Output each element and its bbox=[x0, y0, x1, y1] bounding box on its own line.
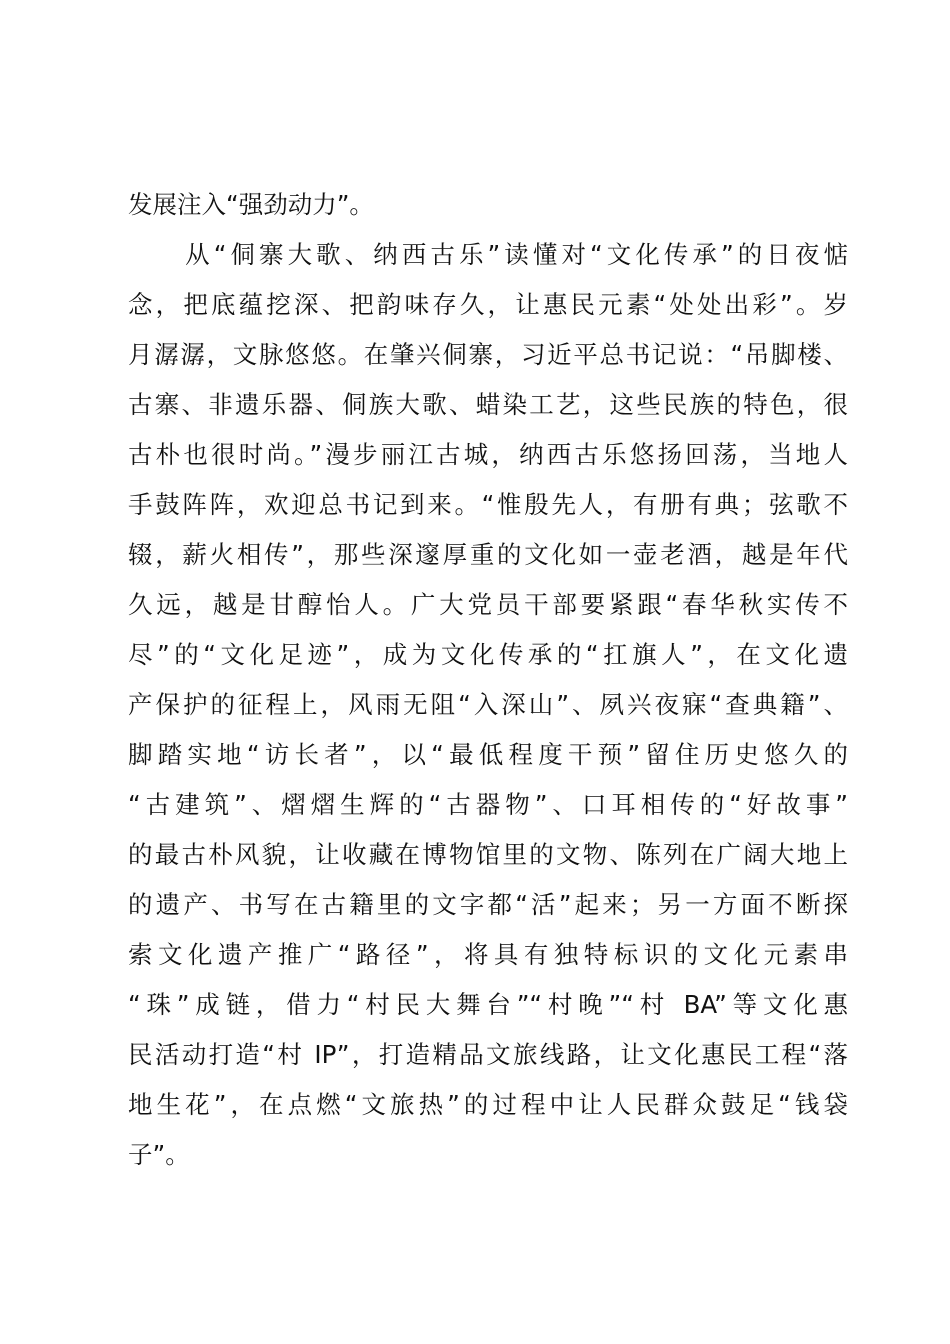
text-line: “古建筑”、熠熠生辉的“古器物”、口耳相传的“好故事” bbox=[128, 790, 848, 819]
text-line: 从“侗寨大歌、纳西古乐”读懂对“文化传承”的日夜惦 bbox=[128, 240, 848, 269]
text-line: 念，把底蕴挖深、把韵味存久，让惠民元素“处处出彩”。岁 bbox=[128, 290, 848, 319]
text-line: 脚踏实地“访长者”，以“最低程度干预”留住历史悠久的 bbox=[128, 740, 848, 769]
text-line: 古寨、非遗乐器、侗族大歌、蜡染工艺，这些民族的特色，很 bbox=[128, 390, 848, 419]
text-line: 久远，越是甘醇怡人。广大党员干部要紧跟“春华秋实传不 bbox=[128, 590, 848, 619]
body-text bbox=[128, 180, 848, 1180]
text-line: 民活动打造“村 IP”，打造精品文旅线路，让文化惠民工程“落 bbox=[128, 1040, 848, 1069]
text-line: 的遗产、书写在古籍里的文字都“活”起来；另一方面不断探 bbox=[128, 890, 848, 919]
text-line: 地生花”，在点燃“文旅热”的过程中让人民群众鼓足“钱袋 bbox=[128, 1090, 848, 1119]
text-line: 月潺潺，文脉悠悠。在肇兴侗寨，习近平总书记说：“吊脚楼、 bbox=[128, 340, 848, 369]
text-line: 的最古朴风貌，让收藏在博物馆里的文物、陈列在广阔大地上 bbox=[128, 840, 848, 869]
text-line: 尽”的“文化足迹”，成为文化传承的“扛旗人”，在文化遗 bbox=[128, 640, 848, 669]
text-line: 索文化遗产推广“路径”，将具有独特标识的文化元素串 bbox=[128, 940, 848, 969]
text-line: 辍，薪火相传”，那些深邃厚重的文化如一壶老酒，越是年代 bbox=[128, 540, 848, 569]
text-line: 产保护的征程上，风雨无阻“入深山”、夙兴夜寐“查典籍”、 bbox=[128, 690, 848, 719]
text-line: 手鼓阵阵，欢迎总书记到来。“惟殷先人，有册有典；弦歌不 bbox=[128, 490, 848, 519]
text-line: “珠”成链，借力“村民大舞台”“村晚”“村 BA”等文化惠 bbox=[128, 990, 848, 1019]
text-line: 子”。 bbox=[128, 1140, 190, 1169]
text-line: 发展注入“强劲动力”。 bbox=[128, 190, 374, 219]
text-line: 古朴也很时尚。”漫步丽江古城，纳西古乐悠扬回荡，当地人 bbox=[128, 440, 848, 469]
